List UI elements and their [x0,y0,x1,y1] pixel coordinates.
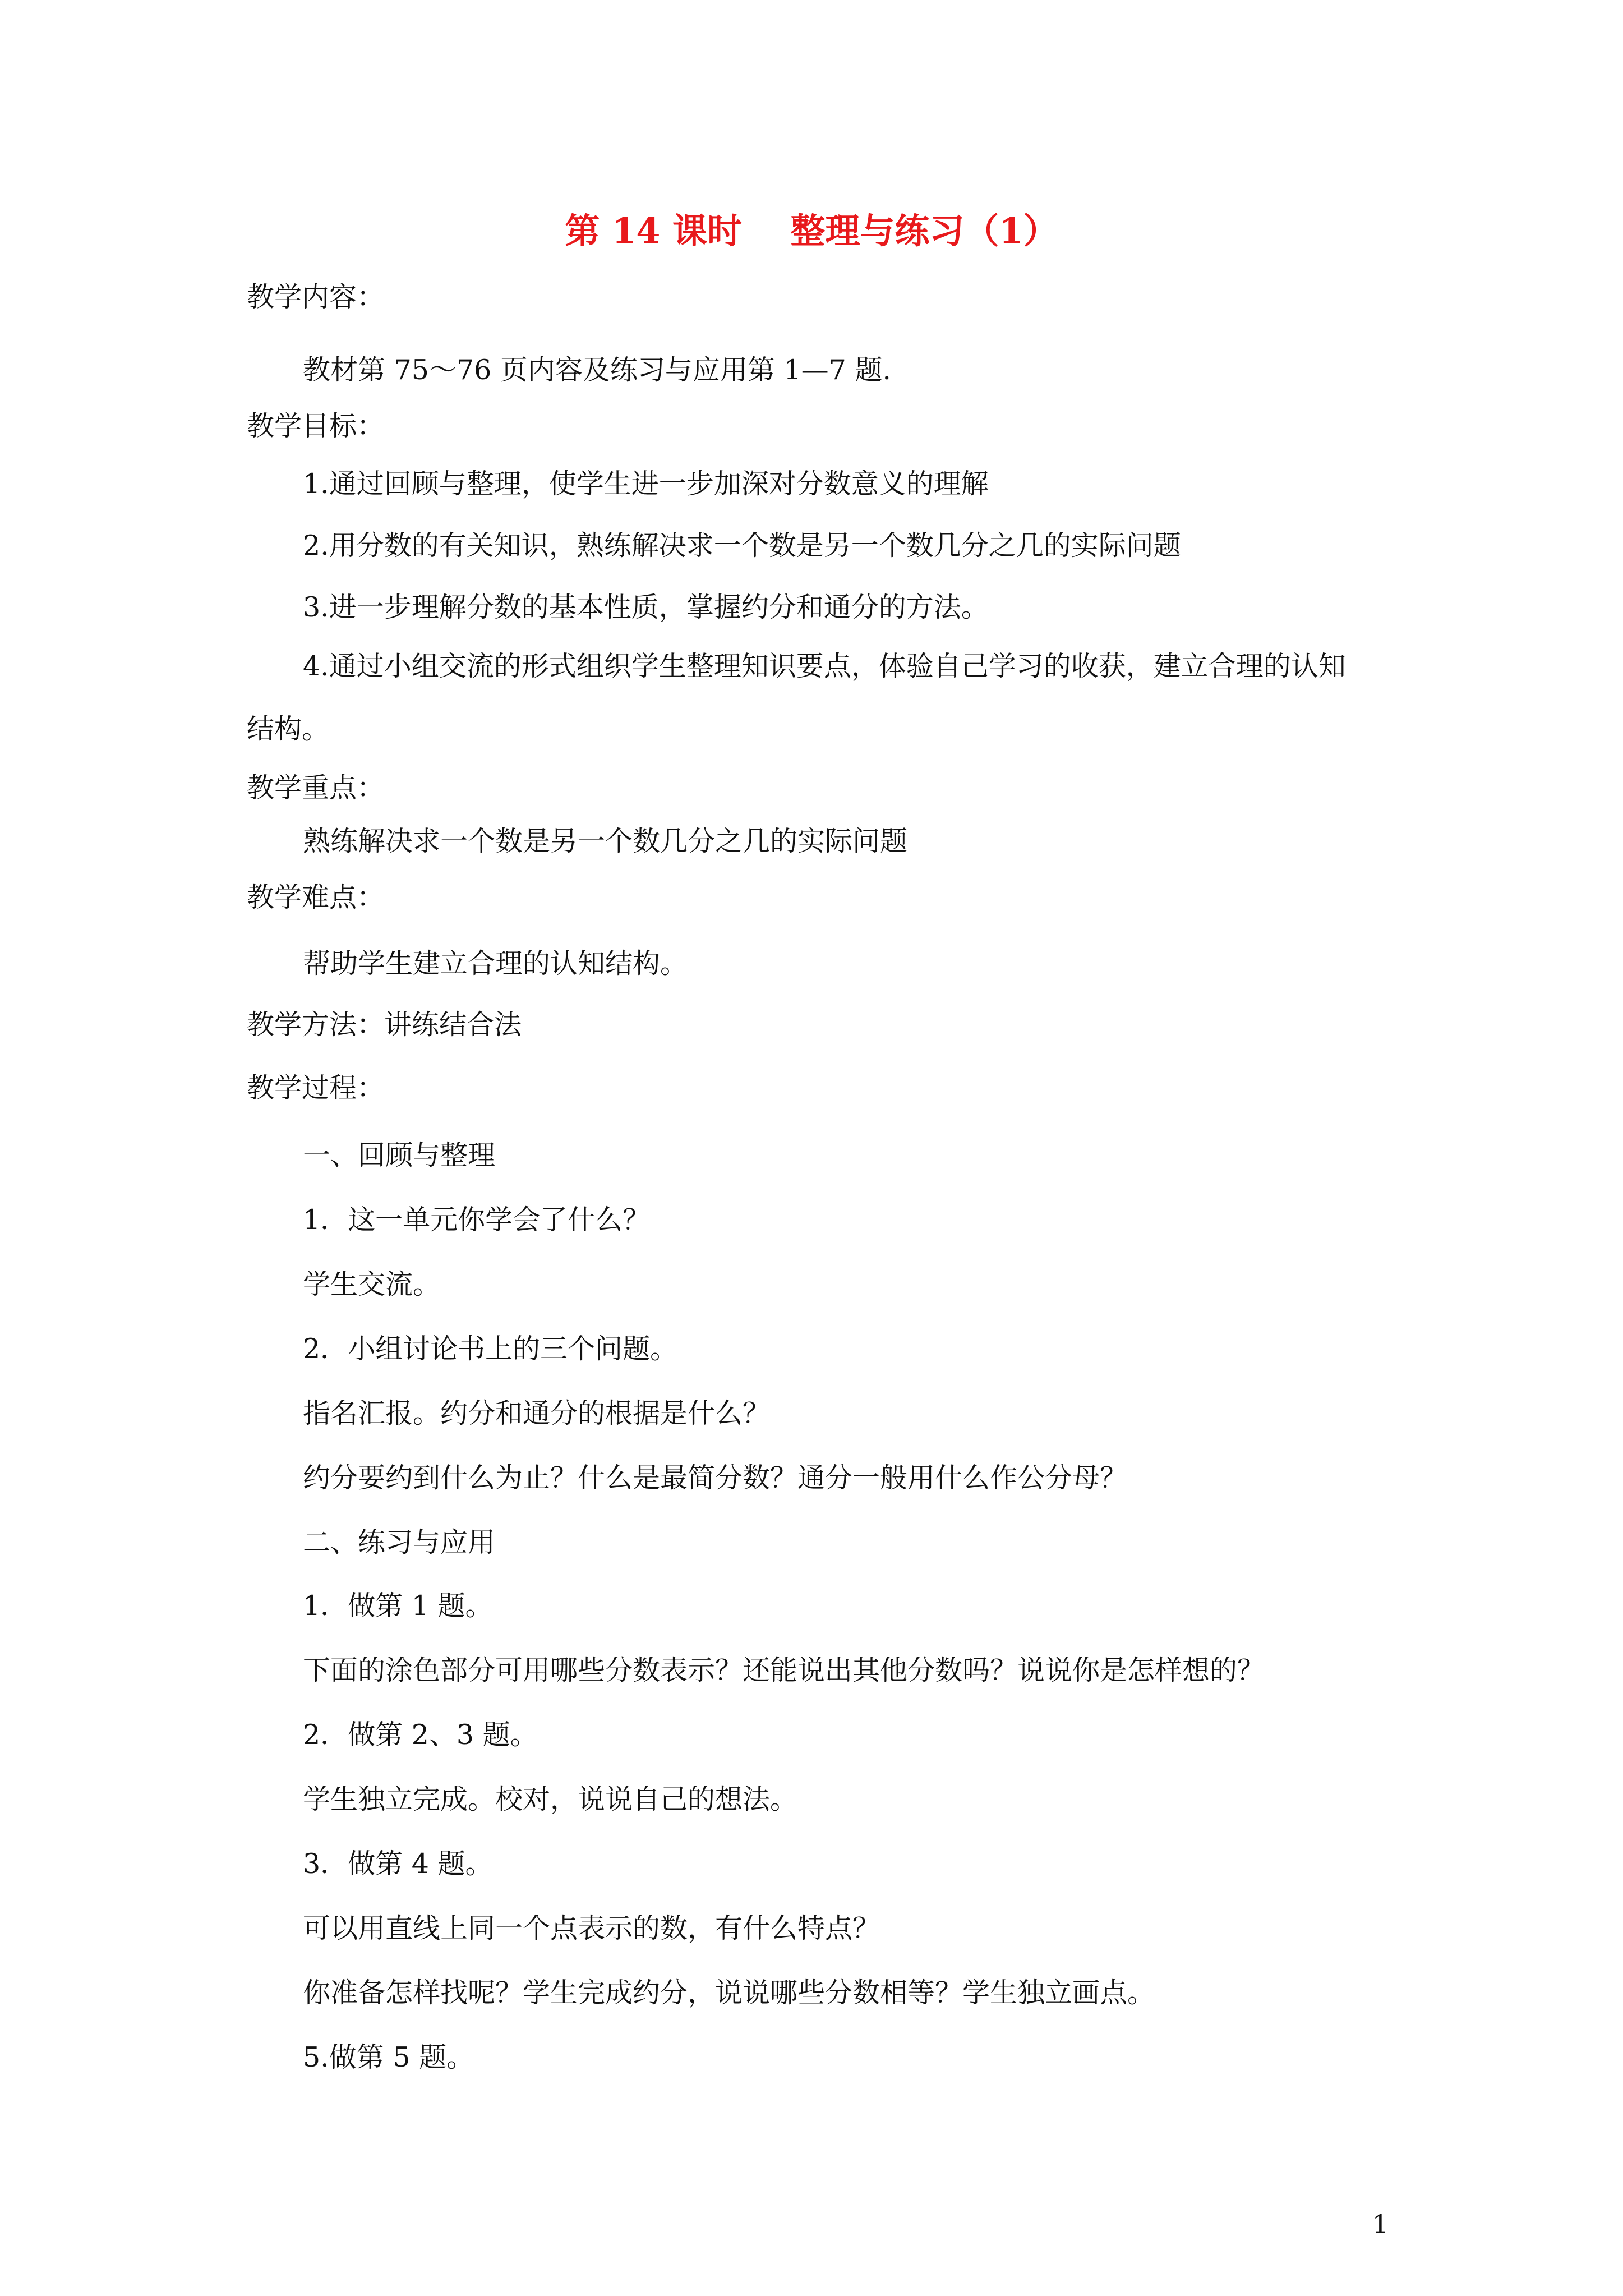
exercise-1: 1．做第 1 题。 [303,1590,493,1622]
lesson-title: 第 14 课时 整理与练习（1） [565,210,1058,251]
question-2-more: 约分要约到什么为止？什么是最简分数？通分一般用什么作公分母？ [303,1462,1128,1494]
part2-heading: 二、练习与应用 [303,1526,496,1558]
goal-3: 3.进一步理解分数的基本性质，掌握约分和通分的方法。 [303,591,989,623]
difficulty-heading: 教学难点： [247,881,385,913]
goals-heading: 教学目标： [247,410,385,442]
goal-1: 1.通过回顾与整理，使学生进一步加深对分数意义的理解 [303,468,989,500]
difficulty-text: 帮助学生建立合理的认知结构。 [303,947,688,979]
exercise-2: 2．做第 2、3 题。 [303,1719,538,1751]
key-heading: 教学重点： [247,772,385,804]
content-text: 教材第 75～76 页内容及练习与应用第 1—7 题. [303,354,891,386]
part1-heading: 一、回顾与整理 [303,1139,496,1171]
goal-4-line1: 4.通过小组交流的形式组织学生整理知识要点，体验自己学习的收获，建立合理的认知 [303,650,1346,682]
exercise-3-text: 你准备怎样找呢？学生完成约分，说说哪些分数相等？学生独立画点。 [303,1977,1155,2009]
goal-2: 2.用分数的有关知识，熟练解决求一个数是另一个数几分之几的实际问题 [303,530,1181,562]
exercise-5: 5.做第 5 题。 [303,2041,474,2073]
process-heading: 教学过程： [247,1072,385,1104]
exercise-3-question: 可以用直线上同一个点表示的数，有什么特点？ [303,1912,880,1944]
key-text: 熟练解决求一个数是另一个数几分之几的实际问题 [303,825,908,857]
exercise-2-text: 学生独立完成。校对，说说自己的想法。 [303,1783,798,1815]
question-2: 2．小组讨论书上的三个问题。 [303,1333,678,1365]
question-1: 1．这一单元你学会了什么？ [303,1204,651,1236]
question-1-answer: 学生交流。 [303,1268,441,1300]
exercise-1-text: 下面的涂色部分可用哪些分数表示？还能说出其他分数吗？说说你是怎样想的？ [303,1654,1265,1686]
goal-4-line2: 结构。 [247,713,330,745]
question-2-report: 指名汇报。约分和通分的根据是什么？ [303,1397,771,1429]
exercise-3: 3．做第 4 题。 [303,1848,493,1880]
method-text: 教学方法：讲练结合法 [247,1009,522,1041]
content-heading: 教学内容： [247,281,385,313]
page-number: 1 [1372,2209,1389,2239]
